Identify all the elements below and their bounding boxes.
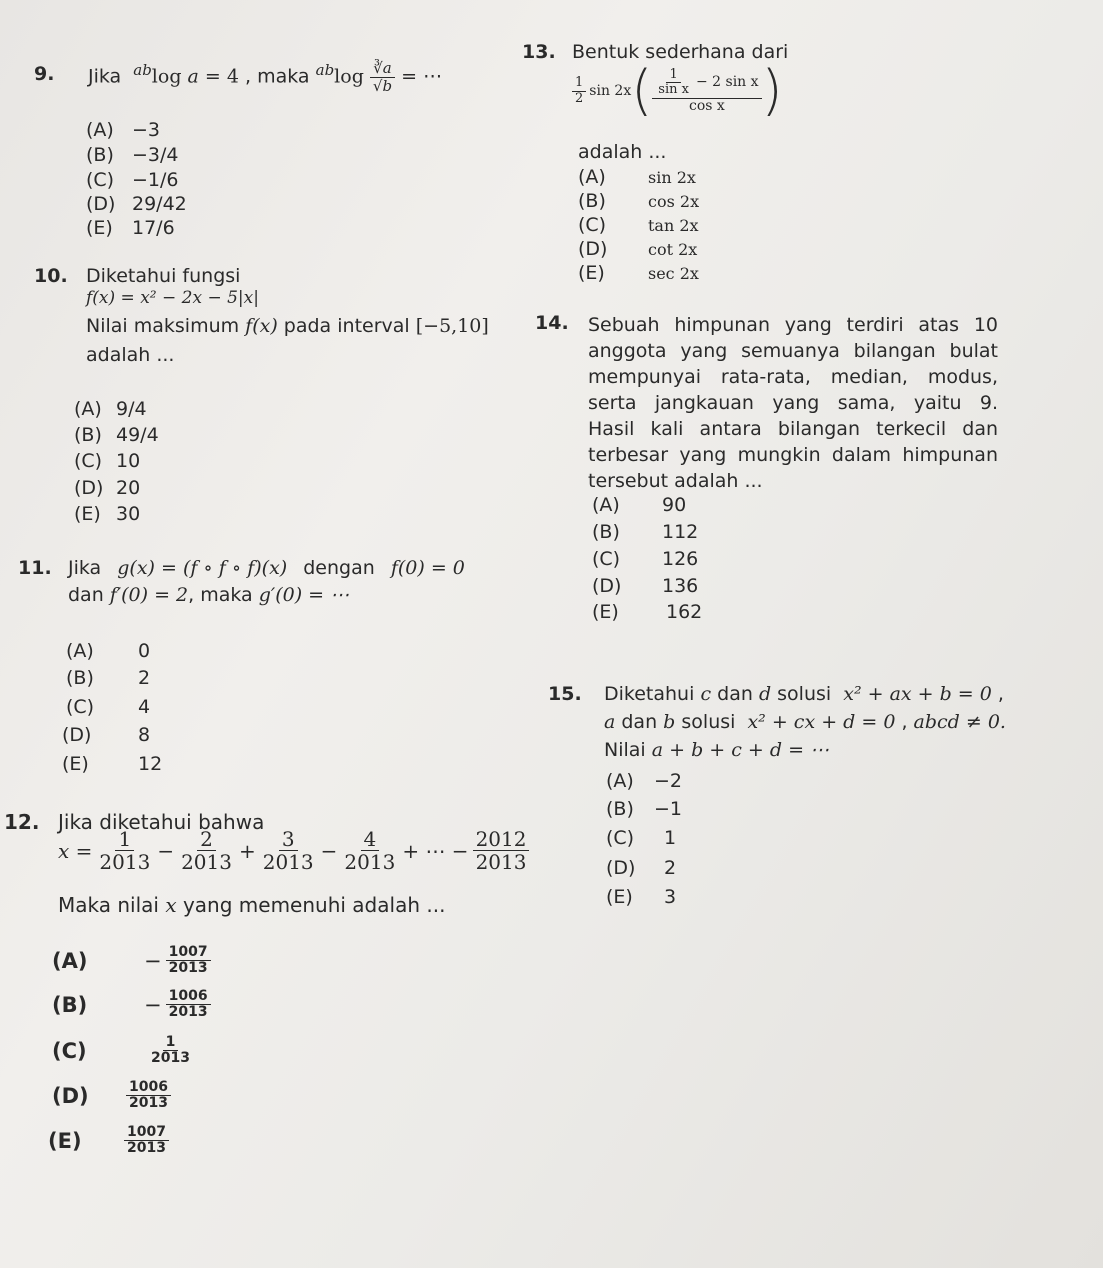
fraction-denominator: 2013 <box>262 850 314 874</box>
fraction <box>126 1080 171 1112</box>
minus-term: − 2 sin x <box>695 74 759 91</box>
fraction <box>260 828 317 873</box>
fraction-numerator: 4 <box>361 828 380 851</box>
stem-line <box>68 584 349 606</box>
question-number: 14. <box>535 312 569 334</box>
series-expression <box>58 828 529 873</box>
fraction <box>96 828 153 873</box>
fraction-numerator: 2012 <box>473 828 530 851</box>
option[interactable] <box>606 857 676 879</box>
option-key: (B) <box>52 992 88 1017</box>
variable: b <box>663 711 676 733</box>
condition: abcd ≠ 0. <box>913 711 1006 733</box>
option[interactable] <box>606 770 682 792</box>
trig-term: sin 2x <box>589 83 632 99</box>
option-key: (A) <box>66 640 94 662</box>
option-key: (E) <box>86 217 113 239</box>
stem-text: dan <box>621 711 658 733</box>
fraction-numerator: 1 <box>163 1035 179 1051</box>
variable: c <box>700 683 712 705</box>
stem-text: Maka nilai <box>58 893 159 917</box>
option[interactable] <box>48 1125 169 1157</box>
variable: d <box>758 683 772 705</box>
stem-line: Sebuah himpunan yang terdiri atas 10 <box>588 314 998 336</box>
equation-value: = 4 <box>204 65 239 88</box>
option-key: (E) <box>592 601 619 623</box>
stem-text: solusi <box>681 711 736 733</box>
option-key: (E) <box>578 262 605 284</box>
option-key: (E) <box>606 886 633 908</box>
question-number: 10. <box>34 265 68 287</box>
option-value: 9/4 <box>116 398 147 420</box>
operator: − <box>320 838 338 863</box>
function-name: f(x) <box>245 315 278 337</box>
option-key: (D) <box>86 193 116 215</box>
option-key: (A) <box>74 398 102 420</box>
option[interactable] <box>578 238 697 260</box>
option[interactable] <box>74 398 147 420</box>
stem-line: Hasil kali antara bilangan terkecil dan <box>588 418 998 440</box>
variable-x: x <box>165 893 177 917</box>
stem-text: pada interval <box>283 315 410 337</box>
option-key: (D) <box>578 238 608 260</box>
option[interactable] <box>592 548 698 570</box>
option[interactable] <box>74 450 140 472</box>
stem-text: dan <box>68 584 104 606</box>
option-key: (D) <box>74 477 104 499</box>
option[interactable] <box>74 477 140 499</box>
option-value: 8 <box>138 724 151 746</box>
fraction-denominator: cos x <box>689 97 725 114</box>
equation-tail: = ⋯ <box>401 65 443 88</box>
option[interactable] <box>86 217 175 239</box>
option-key: (B) <box>86 144 114 166</box>
stem-line: tersebut adalah ... <box>588 470 763 492</box>
log-arg: a <box>187 65 199 88</box>
fraction-denominator: 2013 <box>168 1004 208 1021</box>
fraction <box>166 989 211 1021</box>
option-value: 112 <box>662 521 699 543</box>
option[interactable] <box>578 166 696 188</box>
stem-line <box>58 893 445 917</box>
question-number: 12. <box>4 810 40 834</box>
fraction <box>655 68 692 98</box>
equation: a + b + c + d = ⋯ <box>651 739 830 761</box>
operator: + <box>238 838 256 863</box>
fraction <box>572 76 586 106</box>
equation: x² + ax + b = 0 <box>843 683 992 705</box>
fraction-denominator: 2013 <box>127 1140 166 1157</box>
stem-text: , maka <box>188 584 253 606</box>
question-9-stem <box>88 60 442 94</box>
option[interactable] <box>592 601 702 623</box>
log-base: ab <box>133 61 152 80</box>
option-key: (A) <box>578 166 606 188</box>
option-sign: − <box>144 992 162 1017</box>
fraction-numerator: 1 <box>115 828 134 851</box>
option[interactable] <box>592 494 686 516</box>
function-definition: f(x) = x² − 2x − 5|x| <box>86 288 259 308</box>
option-value: −3/4 <box>132 144 179 166</box>
option-key: (D) <box>606 857 636 879</box>
comma: , <box>997 683 1004 705</box>
log-text: log <box>334 65 364 88</box>
option-value: 17/6 <box>132 217 175 239</box>
option[interactable] <box>74 503 140 525</box>
option-value: 2 <box>664 857 677 879</box>
option[interactable] <box>52 1080 171 1112</box>
option-key: (E) <box>74 503 101 525</box>
right-paren: ) <box>761 59 783 122</box>
option-key: (B) <box>66 667 94 689</box>
option-value: 20 <box>116 477 141 499</box>
stem-line <box>604 739 829 761</box>
variable-x: x = <box>58 838 93 863</box>
stem-text: adalah ... <box>86 344 175 366</box>
option-value: 126 <box>662 548 699 570</box>
fraction <box>124 1125 169 1157</box>
fraction-numerator: 1007 <box>124 1125 169 1141</box>
stem-text: Nilai <box>604 739 646 761</box>
question-number: 11. <box>18 557 52 579</box>
option-key: (C) <box>66 696 95 718</box>
fraction-denominator: 2013 <box>129 1095 168 1112</box>
fraction <box>178 828 235 873</box>
option-value: 30 <box>116 503 141 525</box>
option-key: (C) <box>606 827 635 849</box>
stem-line <box>604 711 1006 733</box>
option-key: (E) <box>62 753 89 775</box>
option-value: −1 <box>654 798 683 820</box>
formula: f(0) = 0 <box>390 557 465 579</box>
fraction-numerator: 1007 <box>166 945 211 961</box>
option-value: 12 <box>138 753 163 775</box>
option[interactable] <box>86 193 187 215</box>
option-value: 3 <box>664 886 677 908</box>
option-key: (A) <box>86 119 114 141</box>
option[interactable] <box>578 262 699 284</box>
option[interactable] <box>592 521 698 543</box>
option[interactable] <box>52 1035 193 1067</box>
option[interactable] <box>86 169 179 191</box>
option-key: (A) <box>52 948 88 973</box>
stem-line <box>86 315 489 337</box>
operator: − <box>157 838 175 863</box>
option-key: (B) <box>578 190 606 212</box>
fraction <box>370 60 395 94</box>
option-value: 90 <box>662 494 687 516</box>
option-key: (C) <box>74 450 103 472</box>
option-key: (C) <box>592 548 621 570</box>
option-value: 162 <box>666 601 703 623</box>
option-value: 2 <box>138 667 151 689</box>
option[interactable] <box>62 724 150 746</box>
fraction <box>473 828 530 873</box>
fraction-denominator: 2 <box>575 90 584 106</box>
question-number: 15. <box>548 683 582 705</box>
stem-line <box>604 683 1004 705</box>
option-key: (C) <box>52 1038 87 1063</box>
formula: g(x) = (f ∘ f ∘ f)(x) <box>117 557 288 579</box>
option-key: (C) <box>86 169 115 191</box>
option-key: (A) <box>606 770 634 792</box>
option-value: 4 <box>138 696 151 718</box>
stem-text: maka <box>257 65 310 88</box>
question-number: 9. <box>34 63 55 85</box>
option-value: cos 2x <box>648 192 700 211</box>
stem-line: serta jangkauan yang sama, yaitu 9. <box>588 392 998 414</box>
comma: , <box>901 711 908 733</box>
fraction-denominator: sin x <box>658 82 689 98</box>
fraction-numerator: 1 <box>666 68 680 83</box>
fraction <box>652 68 761 114</box>
option[interactable] <box>592 575 698 597</box>
option-key: (D) <box>62 724 92 746</box>
stem-text: dengan <box>303 557 375 579</box>
option[interactable] <box>86 119 160 141</box>
option-value: sec 2x <box>648 264 699 283</box>
fraction-denominator: 2013 <box>151 1050 190 1067</box>
stem-text: Jika diketahui bahwa <box>58 810 265 834</box>
stem-text: Nilai maksimum <box>86 315 240 337</box>
option[interactable] <box>66 696 150 718</box>
stem-text: Jika <box>68 557 102 579</box>
option-key: (D) <box>592 575 622 597</box>
fraction-denominator: √b <box>372 76 393 95</box>
option-key: (E) <box>48 1128 82 1153</box>
fraction-numerator <box>652 68 761 99</box>
option-value: −1/6 <box>132 169 179 191</box>
equation: x² + cx + d = 0 <box>747 711 896 733</box>
option[interactable] <box>66 667 150 689</box>
option-value: −3 <box>132 119 161 141</box>
question-14-stem <box>588 312 998 494</box>
comma: , <box>245 65 252 88</box>
option[interactable] <box>606 798 682 820</box>
fraction-numerator: 2 <box>197 828 216 851</box>
fraction-denominator: 2013 <box>475 850 527 874</box>
option-key: (D) <box>52 1083 89 1108</box>
fraction-denominator: 2013 <box>99 850 151 874</box>
option[interactable] <box>52 945 211 977</box>
fraction <box>166 945 211 977</box>
option-key: (B) <box>592 521 620 543</box>
option[interactable] <box>66 640 150 662</box>
fraction <box>148 1035 193 1067</box>
fraction-numerator: 1006 <box>126 1080 171 1096</box>
option-value: 0 <box>138 640 151 662</box>
stem-line: terbesar yang mungkin dalam himpunan <box>588 444 998 466</box>
option[interactable] <box>578 190 699 212</box>
operator: + ⋯ − <box>402 838 469 863</box>
fraction-numerator: ∛a <box>370 60 395 78</box>
option[interactable] <box>578 214 699 236</box>
stem-text: Bentuk sederhana dari <box>572 41 789 63</box>
option-key: (B) <box>74 424 102 446</box>
option-value: sin 2x <box>648 168 696 187</box>
option-key: (B) <box>606 798 634 820</box>
fraction-numerator: 1 <box>572 76 586 91</box>
option-value: 10 <box>116 450 141 472</box>
question-number: 13. <box>522 41 556 63</box>
stem-text: solusi <box>777 683 832 705</box>
option-value: 136 <box>662 575 699 597</box>
stem-text: Jika <box>88 65 122 88</box>
formula: g′(0) = ⋯ <box>258 584 350 606</box>
option-value: cot 2x <box>648 240 698 259</box>
trig-expression <box>572 59 783 122</box>
option-key: (A) <box>592 494 620 516</box>
option-value: 49/4 <box>116 424 159 446</box>
fraction <box>341 828 398 873</box>
option[interactable] <box>52 989 211 1021</box>
stem-line: mempunyai rata-rata, median, modus, <box>588 366 998 388</box>
formula: f′(0) = 2 <box>109 584 189 606</box>
stem-line: anggota yang semuanya bilangan bulat <box>588 340 998 362</box>
option[interactable] <box>74 424 159 446</box>
log-base: ab <box>315 61 335 80</box>
stem-text: Diketahui fungsi <box>86 265 241 287</box>
option-value: tan 2x <box>648 216 699 235</box>
left-paren: ( <box>631 59 653 122</box>
stem-text: dan <box>717 683 753 705</box>
variable: a <box>604 711 616 733</box>
option-sign: − <box>144 948 162 973</box>
option[interactable] <box>62 753 162 775</box>
interval: [−5,10] <box>415 315 489 337</box>
option[interactable] <box>606 827 676 849</box>
fraction-denominator: 2013 <box>181 850 232 874</box>
fraction-numerator: 3 <box>279 828 298 851</box>
option-value: 29/42 <box>132 193 187 215</box>
stem-line <box>68 557 465 579</box>
stem-text: adalah ... <box>578 141 667 163</box>
option[interactable] <box>606 886 676 908</box>
fraction-numerator: 1006 <box>166 989 211 1005</box>
stem-text: Diketahui <box>604 683 695 705</box>
option-key: (C) <box>578 214 607 236</box>
option-value: −2 <box>654 770 683 792</box>
option-value: 1 <box>664 827 677 849</box>
log-text: log <box>151 65 182 88</box>
fraction-denominator: 2013 <box>168 960 208 977</box>
stem-text: yang memenuhi adalah ... <box>182 893 446 917</box>
fraction-denominator: 2013 <box>344 850 396 874</box>
option[interactable] <box>86 144 179 166</box>
